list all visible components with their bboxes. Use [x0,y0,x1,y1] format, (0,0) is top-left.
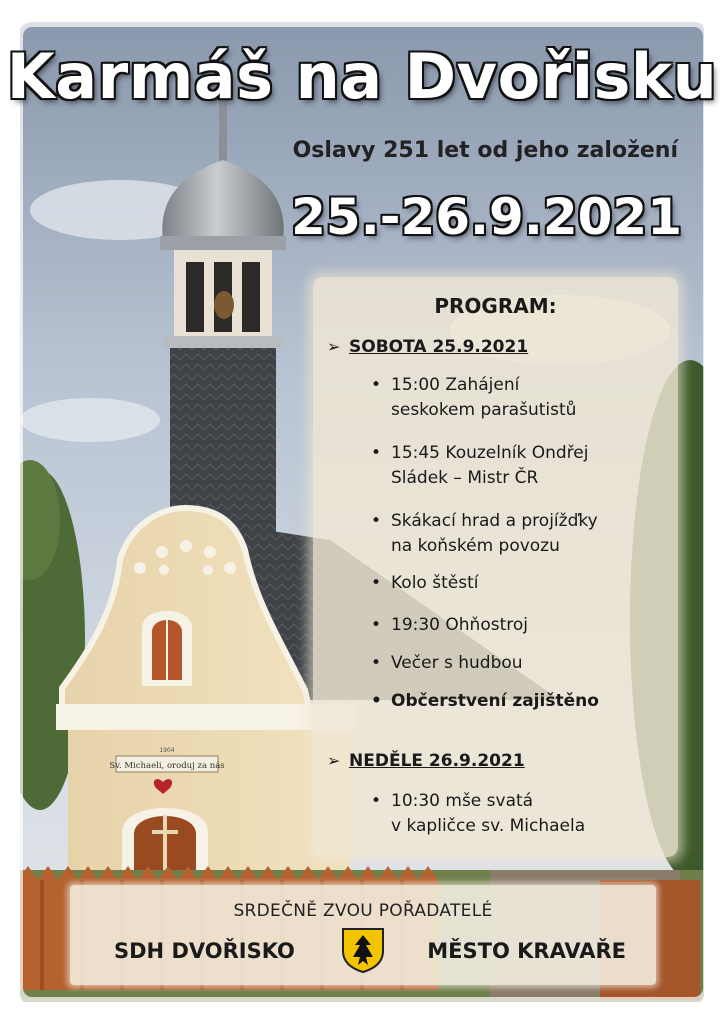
invite-text: SRDEČNĚ ZVOU POŘADATELÉ [233,901,493,921]
program-heading: PROGRAM: [434,294,557,318]
bullet-icon: • [371,691,382,711]
program-panel [313,277,678,857]
bullet-icon: • [371,653,382,673]
bullet-icon: • [371,443,382,463]
day-sunday [327,751,525,771]
chapel-sign-text: Sv. Michaeli, oroduj za nás [109,761,225,771]
chapel-wall [68,730,350,880]
event-date: 25.-26.9.2021 [291,188,682,246]
program-item: • Večer s hudbou [371,651,671,676]
poster-subtitle: Oslavy 251 let od jeho založení [292,138,678,163]
arrow-icon: ➢ [327,337,341,356]
program-item: • Občerstvení zajištěno [371,689,671,714]
program-item: • 15:00 Zahájení seskokem parašutistů [371,375,577,420]
bullet-icon: • [371,573,382,593]
bell [214,291,234,319]
chapel-year: 1904 [159,747,175,754]
day-label: NEDĚLE 26.9.2021 [349,751,525,771]
organizer-sdh: SDH DVOŘISKO [114,939,295,963]
town-coat-of-arms-icon [341,927,385,973]
program-item: • Skákací hrad a projížďky na koňském povozu [371,511,598,556]
bullet-icon: • [371,791,382,811]
bullet-icon: • [371,375,382,395]
poster-title: Karmáš na Dvořisku [6,40,718,113]
day-saturday [327,337,528,357]
program-item: • Kolo štěstí [371,571,671,596]
program-item: • 10:30 mše svatá v kapličce sv. Michaela [371,791,586,836]
program-item: • 15:45 Kouzelník Ondřej Sládek – Mistr ČR [371,443,589,488]
organizers-footer [70,885,656,985]
cornice [56,704,356,730]
day-label: SOBOTA 25.9.2021 [349,337,529,357]
bullet-icon: • [371,511,382,531]
program-item: • 19:30 Ohňostroj [371,613,671,638]
organizer-kravare: MĚSTO KRAVAŘE [427,939,626,963]
arrow-icon: ➢ [327,751,341,770]
bullet-icon: • [371,615,382,635]
